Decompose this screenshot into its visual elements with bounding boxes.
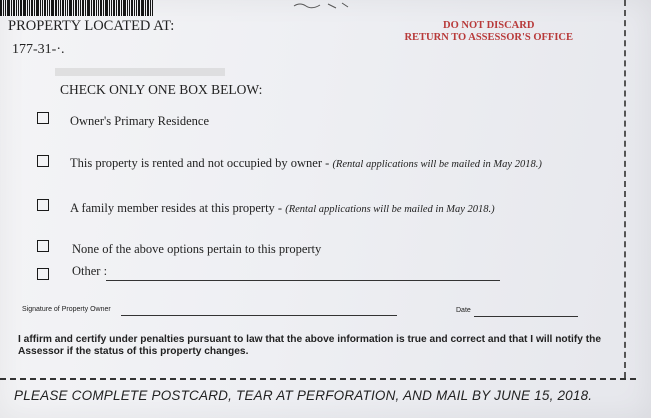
- barcode-bar: [75, 0, 77, 16]
- barcode-bar: [80, 0, 81, 16]
- barcode-bar: [105, 0, 108, 16]
- barcode-bar: [73, 0, 74, 16]
- other-write-in-line[interactable]: [106, 280, 500, 281]
- option-other-label: Other :: [72, 264, 108, 278]
- option-rented-note: (Rental applications will be mailed in May 2018.): [332, 159, 542, 170]
- pen-mark: [292, 0, 352, 10]
- barcode-bar: [51, 0, 54, 16]
- signature-line[interactable]: [121, 315, 397, 316]
- checkbox-rented[interactable]: [37, 155, 49, 167]
- barcode-bar: [121, 0, 122, 16]
- barcode-bar: [123, 0, 126, 16]
- barcode-bar: [16, 0, 17, 16]
- barcode-bar: [127, 0, 128, 16]
- checkbox-family-member[interactable]: [37, 199, 49, 211]
- barcode-bar: [65, 0, 66, 16]
- barcode-bar: [113, 0, 115, 16]
- barcode-bar: [109, 0, 110, 16]
- barcode-bar: [23, 0, 26, 16]
- checkbox-primary-residence[interactable]: [37, 112, 49, 124]
- barcode-bar: [134, 0, 135, 16]
- barcode-bar: [69, 0, 72, 16]
- barcode: [0, 0, 210, 16]
- barcode-bar: [103, 0, 104, 16]
- barcode-bar: [60, 0, 61, 16]
- option-family-member-text: A family member resides at this property -: [70, 201, 286, 215]
- barcode-bar: [138, 0, 140, 16]
- barcode-bar: [131, 0, 133, 16]
- barcode-bar: [27, 0, 28, 16]
- barcode-bar: [62, 0, 64, 16]
- barcode-bar: [141, 0, 144, 16]
- check-one-box-heading: CHECK ONLY ONE BOX BELOW:: [60, 82, 263, 97]
- option-primary-residence-label: Owner's Primary Residence: [70, 114, 210, 128]
- barcode-bar: [29, 0, 30, 16]
- barcode-bar: [13, 0, 15, 16]
- barcode-bar: [152, 0, 153, 16]
- barcode-bar: [44, 0, 46, 16]
- barcode-bar: [82, 0, 84, 16]
- barcode-bar: [67, 0, 68, 16]
- barcode-bar: [98, 0, 99, 16]
- barcode-bar: [11, 0, 12, 16]
- barcode-bar: [34, 0, 35, 16]
- barcode-bar: [136, 0, 137, 16]
- barcode-bar: [78, 0, 79, 16]
- barcode-bar: [91, 0, 92, 16]
- mail-by-instruction: PLEASE COMPLETE POSTCARD, TEAR AT PERFORATION, AND MAIL BY JUNE 15, 2018.: [14, 388, 593, 403]
- signature-label: Signature of Property Owner: [22, 306, 111, 313]
- option-family-member-note: (Rental applications will be mailed in May 2018.): [285, 204, 495, 215]
- checkbox-other[interactable]: [37, 268, 49, 280]
- warning-line-1: DO NOT DISCARD: [443, 20, 535, 31]
- barcode-bar: [36, 0, 39, 16]
- option-rented-label: [70, 156, 542, 171]
- barcode-bar: [42, 0, 43, 16]
- barcode-bar: [49, 0, 50, 16]
- barcode-bar: [55, 0, 57, 16]
- property-located-label: PROPERTY LOCATED AT:: [8, 18, 175, 34]
- checkbox-none-of-above[interactable]: [37, 240, 49, 252]
- warning-line-2: RETURN TO ASSESSOR'S OFFICE: [404, 32, 573, 43]
- parcel-number: 177-31-·.: [12, 42, 65, 57]
- barcode-bar: [3, 0, 4, 16]
- barcode-bar: [18, 0, 19, 16]
- barcode-bar: [40, 0, 41, 16]
- option-rented-text: This property is rented and not occupied by owner -: [70, 156, 333, 170]
- do-not-discard-notice: [404, 20, 573, 44]
- barcode-bar: [31, 0, 33, 16]
- affirmation-text: I affirm and certify under penalties pursuant to law that the above information is true and correct and that I will notify the Assessor if the status of this property changes.: [18, 334, 602, 357]
- barcode-bar: [118, 0, 120, 16]
- barcode-bar: [87, 0, 90, 16]
- barcode-bar: [0, 0, 2, 16]
- perforation-vertical: [624, 0, 626, 378]
- date-line[interactable]: [474, 316, 578, 317]
- barcode-bar: [147, 0, 149, 16]
- barcode-bar: [47, 0, 48, 16]
- barcode-bar: [129, 0, 130, 16]
- barcode-bar: [150, 0, 151, 16]
- barcode-bar: [116, 0, 117, 16]
- barcode-bar: [20, 0, 22, 16]
- barcode-bar: [58, 0, 59, 16]
- barcode-bar: [85, 0, 86, 16]
- barcode-bar: [7, 0, 10, 16]
- barcode-bar: [96, 0, 97, 16]
- option-family-member-label: [70, 201, 495, 216]
- barcode-bar: [100, 0, 102, 16]
- perforation-horizontal: [0, 378, 636, 380]
- date-label: Date: [456, 307, 471, 314]
- barcode-bar: [111, 0, 112, 16]
- option-none-label: None of the above options pertain to this property: [72, 242, 322, 256]
- barcode-bar: [5, 0, 6, 16]
- barcode-bar: [93, 0, 95, 16]
- barcode-bar: [145, 0, 146, 16]
- redacted-address: [55, 68, 225, 76]
